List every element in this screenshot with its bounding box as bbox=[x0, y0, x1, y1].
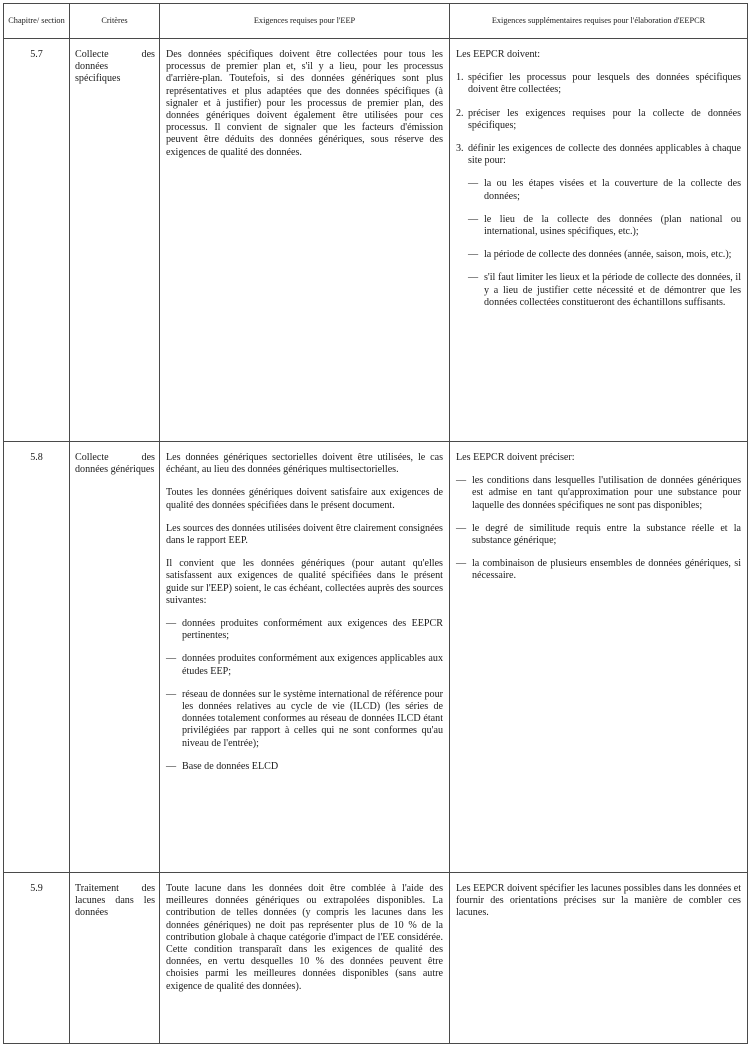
dash-item: — réseau de données sur le système international de référence pour les données relatives au cycle de vie (ILCD) (les séries de données totalement conformes au réseau de données ILCD étant privilégiées par rapport à celles qui ne sont conformes qu'au niveau de l'entrée); bbox=[166, 688, 443, 749]
eep-cell bbox=[160, 442, 450, 873]
dash-item: — le degré de similitude requis entre la substance réelle et la substance générique; bbox=[456, 522, 741, 547]
dash-item: — données produites conformément aux exigences des EEPCR pertinentes; bbox=[166, 618, 443, 642]
dash-item: — s'il faut limiter les lieux et la période de collecte des données, il y a lieu de justifier cette nécessité et de démontrer que les données collectées constitueront des échantillons suffisants. bbox=[468, 272, 741, 308]
table-header-row bbox=[4, 4, 748, 39]
paragraph: Les EEPCR doivent: bbox=[456, 49, 541, 60]
section-number: 5.7 bbox=[4, 39, 70, 442]
paragraph: Les données génériques sectorielles doivent être utilisées, le cas échéant, au lieu des données génériques multisectorielles. bbox=[166, 452, 443, 476]
list-item: 2. préciser les exigences requises pour la collecte de données spécifiques; bbox=[456, 107, 741, 131]
list-item: 1. spécifier les processus pour lesquels des données spécifiques doivent être collectées; bbox=[456, 72, 741, 96]
paragraph: Toutes les données génériques doivent satisfaire aux exigences de qualité des données spécifiées dans le présent document. bbox=[166, 487, 443, 511]
paragraph: Les EEPCR doivent spécifier les lacunes possibles dans les données et fournir des orientations précises sur la manière de combler ces lacunes. bbox=[456, 883, 741, 919]
requirements-table bbox=[3, 3, 748, 1044]
table-row bbox=[4, 39, 748, 442]
dash-item: — données produites conformément aux exigences applicables aux études EEP; bbox=[166, 653, 443, 677]
header-eepcr: Exigences supplémentaires requises pour l'élaboration d'EEPCR bbox=[450, 4, 748, 39]
paragraph: Il convient que les données génériques (pour autant qu'elles satisfassent aux exigences de qualité spécifiées dans le présent guide sur l'EEP) soient, le cas échéant, collectées auprès des sources suivantes: bbox=[166, 558, 443, 606]
paragraph: Les sources des données utilisées doivent être clairement consignées dans le rapport EEP. bbox=[166, 522, 443, 547]
dash-item: — les conditions dans lesquelles l'utilisation de données génériques est admise en tant qu'approximation pour une substance pour laquelle des données spécifiques ne sont pas disponibles; bbox=[456, 475, 741, 511]
criteria-cell: Collecte des données génériques bbox=[70, 442, 160, 873]
header-section: Chapitre/ section bbox=[4, 4, 70, 39]
criteria-cell: Traitement des lacunes dans les données bbox=[70, 873, 160, 1044]
table-row bbox=[4, 442, 748, 873]
eep-cell bbox=[160, 39, 450, 442]
paragraph: Toute lacune dans les données doit être comblée à l'aide des meilleures données génériques ou extrapolées disponibles. La contribution de telles données (y compris les lacunes dans les données génériques) ne doit pas représenter plus de 10 % de la contribution globale à chaque catégorie d'impact de l'EE considérée. Cette condition transparaît dans les exigences de qualité des données, en vertu desquelles 10 % des données peuvent être choisies parmi les meilleures données disponibles (sans autre exigence de qualité des données). bbox=[166, 883, 443, 992]
dash-item: — la période de collecte des données (année, saison, mois, etc.); bbox=[468, 249, 732, 261]
list-item: 3. définir les exigences de collecte des données applicables à chaque site pour: bbox=[456, 143, 741, 167]
paragraph: Les EEPCR doivent préciser: bbox=[456, 452, 575, 463]
eepcr-cell bbox=[450, 442, 748, 873]
eepcr-cell bbox=[450, 39, 748, 442]
dash-item: — le lieu de la collecte des données (plan national ou international, usines spécifiques, etc.); bbox=[468, 213, 741, 238]
dash-item: — Base de données ELCD bbox=[166, 760, 279, 772]
dash-item: — la ou les étapes visées et la couverture de la collecte des données; bbox=[468, 178, 741, 202]
dash-item: — la combinaison de plusieurs ensembles de données génériques, si nécessaire. bbox=[456, 558, 741, 582]
paragraph: Des données spécifiques doivent être collectées pour tous les processus de premier plan et, s'il y a lieu, pour les processus d'arrière-plan. Toutefois, si des données génériques sont plus représentatives et plus adaptées que des données spécifiques (à signaler et à justifier) pour les processus de premier plan, des données génériques doivent également être utilisées pour ces processus. Il convient de signaler que les facteurs d'émission peuvent être déduits des données génériques, sous réserve des exigences de qualité des données. bbox=[166, 49, 443, 158]
header-criteria: Critères bbox=[70, 4, 160, 39]
section-number: 5.8 bbox=[4, 442, 70, 873]
header-eep: Exigences requises pour l'EEP bbox=[160, 4, 450, 39]
criteria-cell: Collecte des données spécifiques bbox=[70, 39, 160, 442]
section-number: 5.9 bbox=[4, 873, 70, 1044]
